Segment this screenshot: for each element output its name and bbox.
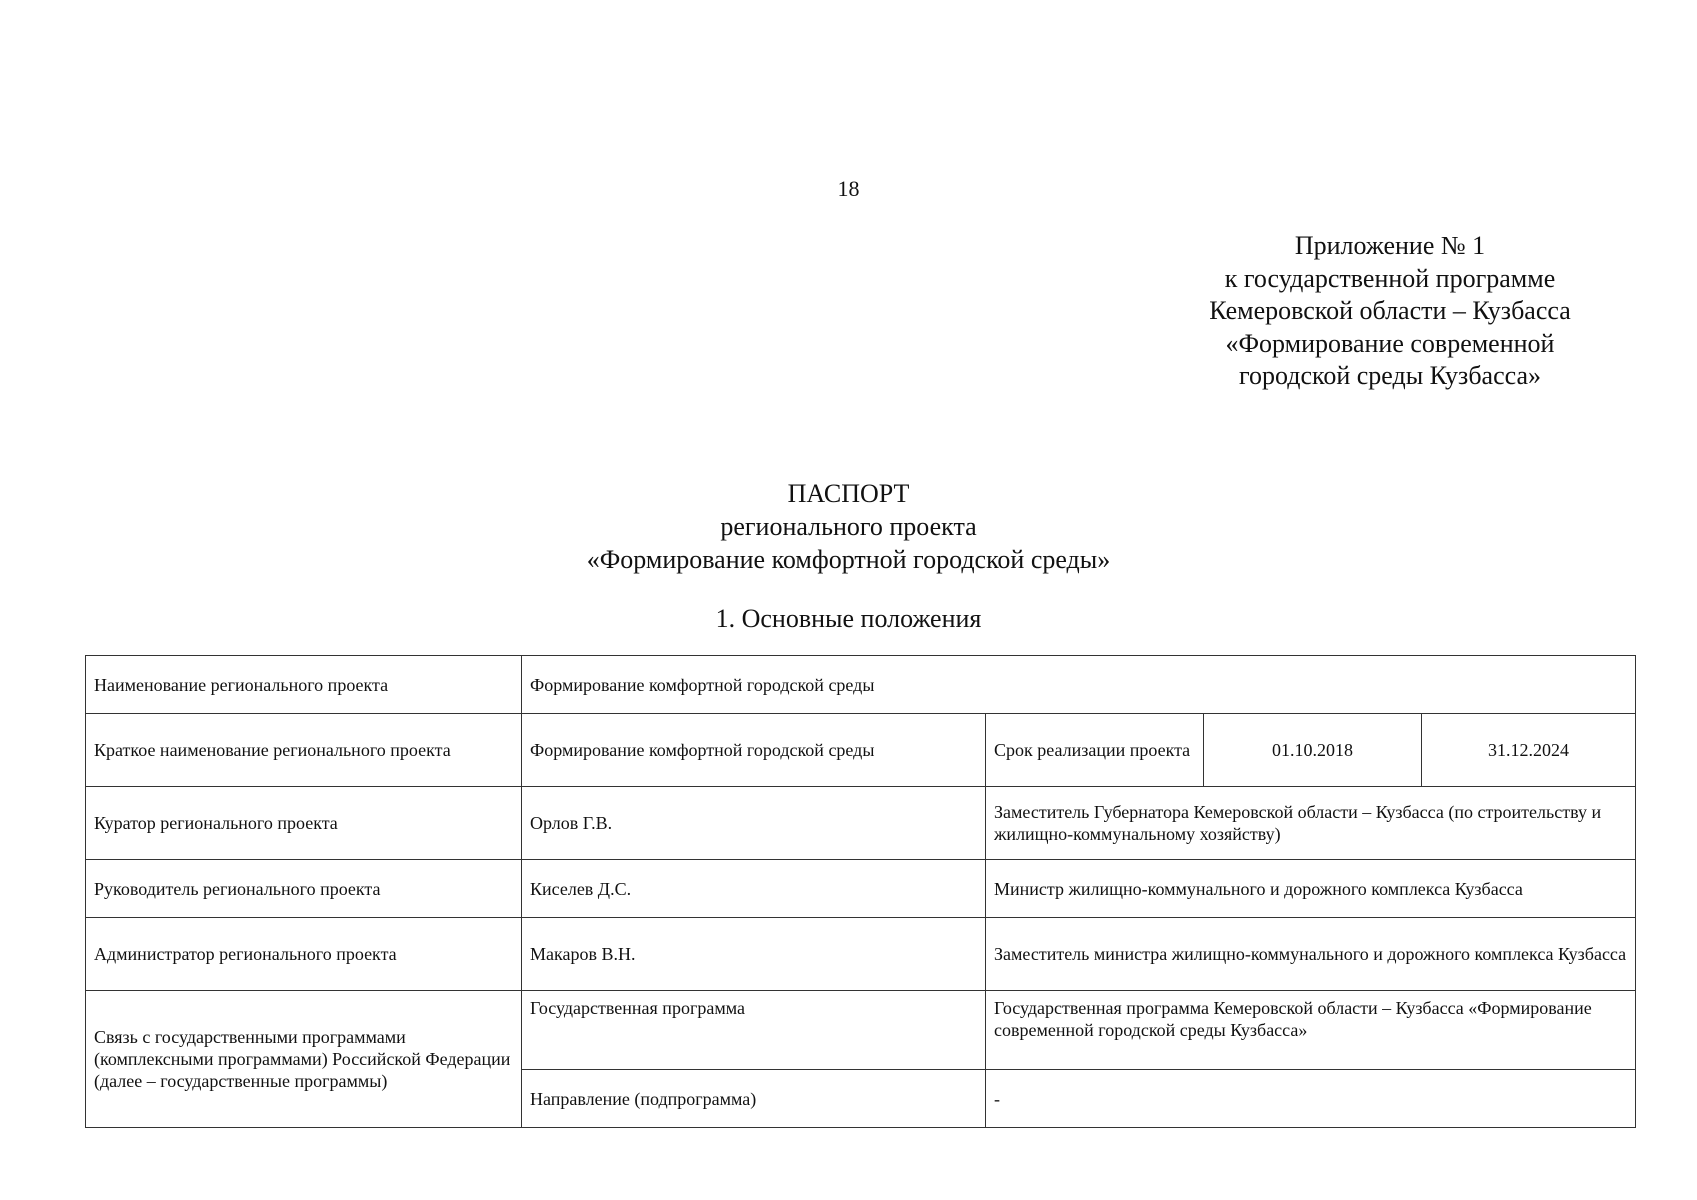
passport-project-name: «Формирование комфортной городской среды» [586, 545, 1111, 574]
program-link-label: Связь с государственными программами (комплексными программами) Российской Федерации (далее – государственные программы) [86, 991, 522, 1128]
term-end: 31.12.2024 [1422, 714, 1636, 787]
table-row [86, 991, 1636, 1070]
admin-name: Макаров В.Н. [522, 918, 986, 991]
appendix-line: к государственной программе [1224, 263, 1556, 293]
section-title: 1. Основные положения [715, 604, 982, 633]
passport-subtitle: регионального проекта [720, 512, 977, 541]
admin-position: Заместитель министра жилищно-коммунального и дорожного комплекса Кузбасса [986, 918, 1636, 991]
curator-name: Орлов Г.В. [522, 787, 986, 860]
appendix-line: «Формирование современной [1225, 328, 1555, 358]
main-provisions-table [85, 655, 1636, 1128]
appendix-header [1150, 230, 1630, 393]
table-row [86, 714, 1636, 787]
page-number: 18 [837, 176, 860, 201]
direction-value: - [986, 1070, 1636, 1128]
passport-title: ПАСПОРТ [787, 479, 910, 508]
curator-position: Заместитель Губернатора Кемеровской области – Кузбасса (по строительству и жилищно-коммунальному хозяйству) [986, 787, 1636, 860]
table-row [86, 787, 1636, 860]
table-row [86, 860, 1636, 918]
curator-label: Куратор регионального проекта [86, 787, 522, 860]
table-row [86, 918, 1636, 991]
passport-heading [0, 477, 1697, 576]
state-program-value: Государственная программа Кемеровской области – Кузбасса «Формирование современной городской среды Кузбасса» [986, 991, 1636, 1070]
term-label: Срок реализации проекта [986, 714, 1204, 787]
project-name-label: Наименование регионального проекта [86, 656, 522, 714]
appendix-line: городской среды Кузбасса» [1238, 361, 1542, 390]
head-position: Министр жилищно-коммунального и дорожного комплекса Кузбасса [986, 860, 1636, 918]
appendix-line: Приложение № 1 [1294, 231, 1486, 260]
head-name: Киселев Д.С. [522, 860, 986, 918]
short-name-label: Краткое наименование регионального проекта [86, 714, 522, 787]
head-label: Руководитель регионального проекта [86, 860, 522, 918]
appendix-line: Кемеровской области – Кузбасса [1209, 296, 1571, 325]
state-program-label: Государственная программа [522, 991, 986, 1070]
term-start: 01.10.2018 [1204, 714, 1422, 787]
direction-label: Направление (подпрограмма) [522, 1070, 986, 1128]
admin-label: Администратор регионального проекта [86, 918, 522, 991]
short-name-value: Формирование комфортной городской среды [522, 714, 986, 787]
project-name-value: Формирование комфортной городской среды [522, 656, 1636, 714]
table-row [86, 656, 1636, 714]
